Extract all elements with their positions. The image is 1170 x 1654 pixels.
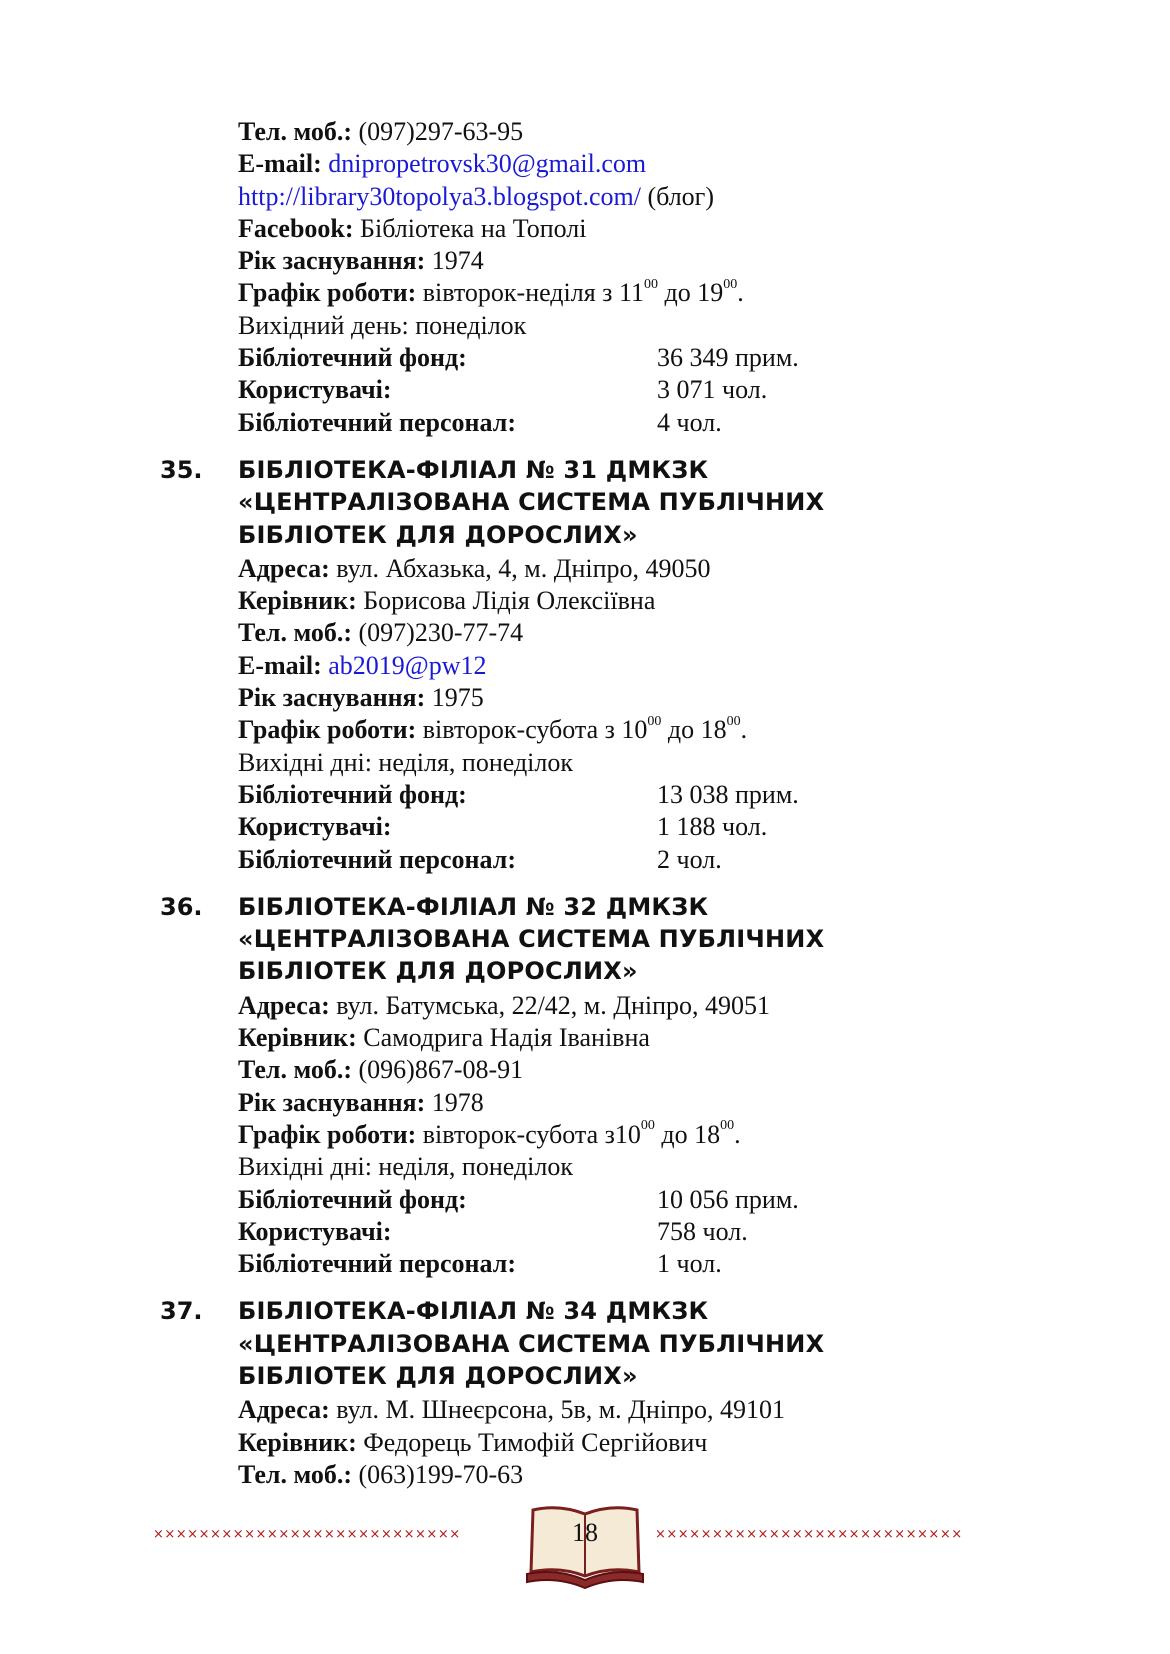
phone-label: Тел. моб.: (238, 1459, 353, 1489)
founded-label: Рік заснування: (238, 246, 426, 276)
days-off-line: Вихідні дні: неділя, понеділок (238, 1152, 574, 1182)
head-value: Самодрига Надія Іванівна (356, 1023, 650, 1053)
phone-value: (063)199-70-63 (352, 1459, 524, 1489)
staff-line (160, 844, 1060, 876)
entry-title-line: «ЦЕНТРАЛІЗОВАНА СИСТЕМА ПУБЛІЧНИХ (238, 1329, 825, 1358)
head-line (160, 1427, 1060, 1459)
page-number: 18 (572, 1518, 598, 1547)
head-value: Борисова Лідія Олексіївна (356, 586, 656, 616)
schedule-line (160, 714, 1060, 746)
phone-label: Тел. моб.: (238, 618, 353, 648)
ornament-stars-left: ××××××××××××××××××××××××××× (153, 1527, 461, 1542)
lead-facebook-line (160, 213, 1060, 245)
fund-value: 36 349 прим. (657, 343, 799, 373)
head-label: Керівник: (238, 1427, 357, 1457)
email-label: E-mail: (238, 650, 322, 680)
entry-title-line: «ЦЕНТРАЛІЗОВАНА СИСТЕМА ПУБЛІЧНИХ (238, 925, 825, 954)
lead-staff-line (160, 407, 1060, 439)
phone-line (160, 1054, 1060, 1086)
schedule-sup-start: 00 (647, 713, 662, 729)
phone-value: (096)867-08-91 (352, 1055, 524, 1085)
schedule-sup-start: 00 (640, 1118, 655, 1134)
founded-value: 1975 (425, 683, 484, 713)
founded-value: 1978 (425, 1087, 484, 1117)
lead-users-line (160, 374, 1060, 406)
phone-line (160, 617, 1060, 649)
schedule-text: вівторок-субота з10 (416, 1119, 641, 1149)
schedule-line (160, 1119, 1060, 1151)
head-line (160, 585, 1060, 617)
fund-label: Бібліотечний фонд: (238, 779, 467, 809)
lead-phone-line (160, 116, 1060, 148)
fund-line (160, 1184, 1060, 1216)
days-off-line: Вихідні дні: неділя, понеділок (238, 747, 574, 777)
staff-value: 1 чол. (657, 1249, 722, 1279)
phone-label: Тел. моб.: (238, 1055, 353, 1085)
entry-title-line: БІБЛІОТЕК ДЛЯ ДОРОСЛИХ» (238, 520, 638, 549)
entry-title-line: БІБЛІОТЕКА-ФІЛІАЛ № 31 ДМКЗК (238, 455, 709, 484)
entry-heading (160, 891, 1060, 988)
email-link[interactable]: ab2019@pw12 (321, 650, 487, 680)
page-footer (0, 1500, 1170, 1610)
staff-value: 2 чол. (657, 844, 722, 874)
fund-line (160, 779, 1060, 811)
head-label: Керівник: (238, 586, 357, 616)
phone-value: (097)230-77-74 (352, 618, 524, 648)
lead-days-off-line: Вихідний день: понеділок (238, 310, 527, 340)
address-value: вул. Батумська, 22/42, м. Дніпро, 49051 (329, 990, 771, 1020)
address-label: Адреса: (238, 1395, 330, 1425)
schedule-sup-end: 00 (726, 713, 741, 729)
entry-heading (160, 454, 1060, 551)
schedule-mid: до 18 (661, 715, 727, 745)
head-label: Керівник: (238, 1023, 357, 1053)
lead-fund-line (160, 342, 1060, 374)
fund-value: 10 056 прим. (657, 1184, 799, 1214)
phone-value: (097)297-63-95 (352, 117, 524, 146)
email-link[interactable]: dnipropetrovsk30@gmail.com (321, 149, 647, 179)
users-label: Користувачі: (238, 1216, 392, 1246)
staff-label: Бібліотечний персонал: (238, 1249, 516, 1279)
staff-value: 4 чол. (657, 407, 722, 437)
users-label: Користувачі: (238, 812, 392, 842)
schedule-label: Графік роботи: (238, 278, 417, 308)
schedule-mid: до 18 (654, 1119, 721, 1149)
address-line (160, 990, 1060, 1022)
entry-title-line: «ЦЕНТРАЛІЗОВАНА СИСТЕМА ПУБЛІЧНИХ (238, 488, 825, 517)
founded-line (160, 682, 1060, 714)
address-label: Адреса: (238, 990, 330, 1020)
users-value: 3 071 чол. (657, 375, 768, 405)
staff-label: Бібліотечний персонал: (238, 844, 516, 874)
staff-line (160, 1248, 1060, 1280)
entry-heading (160, 1295, 1060, 1392)
users-value: 1 188 чол. (657, 812, 768, 842)
lead-email-line (160, 148, 1060, 180)
head-value: Федорець Тимофій Сергійович (356, 1427, 708, 1457)
fund-value: 13 038 прим. (657, 779, 799, 809)
users-line (160, 1216, 1060, 1248)
address-label: Адреса: (238, 553, 330, 583)
users-line (160, 811, 1060, 843)
entry-title-line: БІБЛІОТЕК ДЛЯ ДОРОСЛИХ» (238, 1361, 638, 1390)
blog-link[interactable]: http://library30topolya3.blogspot.com/ (238, 181, 641, 211)
schedule-label: Графік роботи: (238, 1119, 417, 1149)
entry-number: 36. (160, 892, 203, 921)
schedule-end: . (737, 278, 744, 308)
ornament-stars-right: ××××××××××××××××××××××××××× (655, 1527, 963, 1542)
founded-value: 1974 (425, 246, 484, 276)
schedule-label: Графік роботи: (238, 715, 417, 745)
lead-blog-line (160, 181, 1060, 213)
schedule-end: . (734, 1119, 741, 1149)
entry-title-line: БІБЛІОТЕКА-ФІЛІАЛ № 34 ДМКЗК (238, 1297, 709, 1326)
email-label: E-mail: (238, 149, 322, 179)
head-line (160, 1022, 1060, 1054)
schedule-text: вівторок-неділя з 11 (416, 278, 644, 308)
founded-label: Рік заснування: (238, 1087, 426, 1117)
facebook-value: Бібліотека на Тополі (353, 213, 587, 243)
users-label: Користувачі: (238, 375, 392, 405)
phone-label: Тел. моб.: (238, 117, 353, 146)
founded-label: Рік заснування: (238, 683, 426, 713)
blog-suffix: (блог) (640, 181, 715, 211)
schedule-sup-end: 00 (720, 1118, 735, 1134)
email-line (160, 650, 1060, 682)
founded-line (160, 1087, 1060, 1119)
entry-title-line: БІБЛІОТЕКА-ФІЛІАЛ № 32 ДМКЗК (238, 892, 709, 921)
facebook-label: Facebook: (238, 213, 354, 243)
phone-line (160, 1459, 1060, 1491)
address-value: вул. Абхазька, 4, м. Дніпро, 49050 (329, 553, 711, 583)
staff-label: Бібліотечний персонал: (238, 407, 516, 437)
schedule-sup-end: 00 (723, 276, 738, 292)
page-content (160, 116, 1060, 1491)
schedule-end: . (740, 715, 748, 745)
schedule-text: вівторок-субота з 10 (416, 715, 648, 745)
lead-schedule-line (160, 277, 1060, 309)
address-value: вул. М. Шнеєрсона, 5в, м. Дніпро, 49101 (329, 1395, 785, 1425)
entry-number: 37. (160, 1297, 203, 1326)
lead-founded-line (160, 245, 1060, 277)
address-line (160, 1394, 1060, 1426)
fund-label: Бібліотечний фонд: (238, 1184, 467, 1214)
users-value: 758 чол. (657, 1216, 748, 1246)
entry-number: 35. (160, 455, 203, 484)
schedule-mid: до 19 (658, 278, 724, 308)
entry-title-line: БІБЛІОТЕК ДЛЯ ДОРОСЛИХ» (238, 957, 638, 986)
schedule-sup-start: 00 (644, 276, 658, 292)
fund-label: Бібліотечний фонд: (238, 343, 467, 373)
address-line (160, 553, 1060, 585)
